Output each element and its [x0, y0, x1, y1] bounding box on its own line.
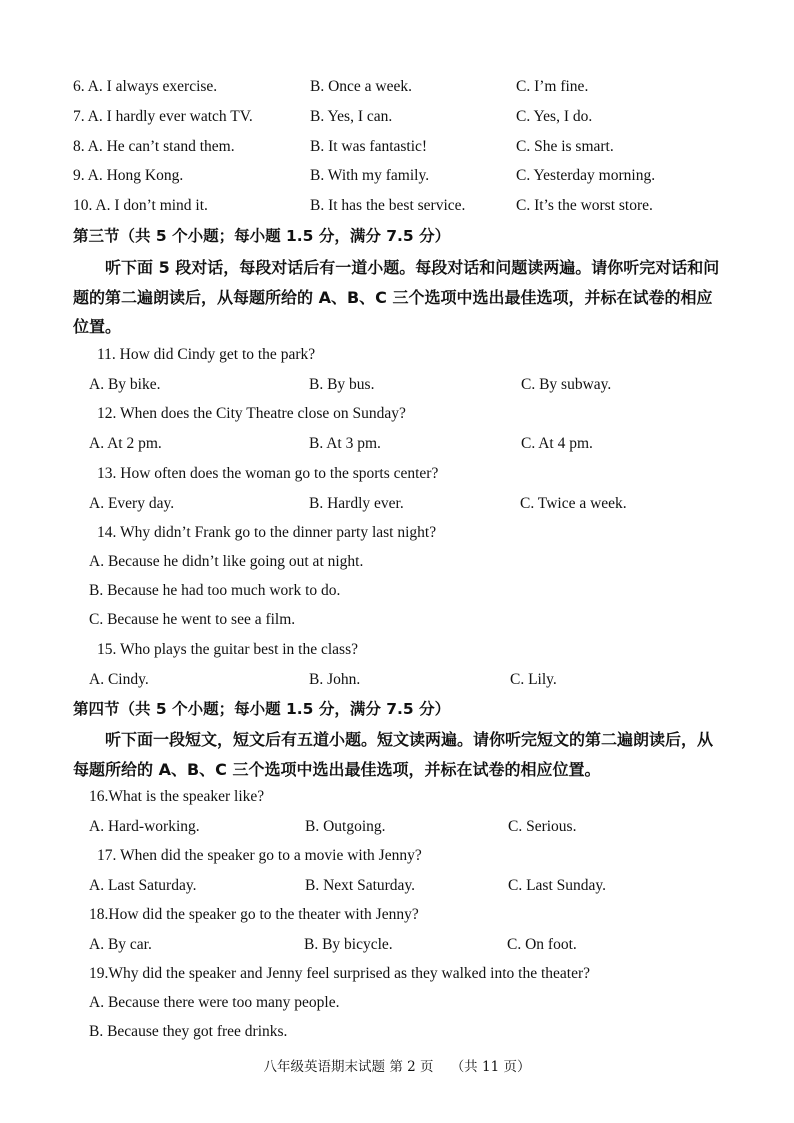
option-b: B. By bus.	[309, 376, 375, 393]
option-14-c: C. Because he went to see a film.	[89, 611, 296, 628]
option-a: 8. A. He can’t stand them.	[73, 138, 235, 155]
option-a: 10. A. I don’t mind it.	[73, 197, 208, 214]
option-c: C. Lily.	[510, 671, 557, 688]
footer-page-number: 第 2 页	[389, 1059, 434, 1075]
option-c: C. It’s the worst store.	[516, 197, 653, 214]
section3-instructions	[73, 253, 723, 342]
question-19: 19.Why did the speaker and Jenny feel surprised as they walked into the theater?	[89, 965, 590, 982]
option-b: B. It was fantastic!	[310, 138, 428, 155]
option-b: B. With my family.	[310, 167, 430, 184]
option-a: A. By car.	[89, 936, 152, 953]
option-a: A. Last Saturday.	[89, 877, 197, 894]
option-b: B. Outgoing.	[305, 818, 386, 835]
option-b: B. Yes, I can.	[310, 108, 393, 125]
section3-instructions-text: 听下面 5 段对话，每段对话后有一道小题。每段对话和问题读两遍。请你听完对话和问题的第二遍朗读后，从每题所给的 A、B、C 三个选项中选出最佳选项，并标在试卷的相应位置。	[73, 258, 720, 336]
footer-total-pages: （共 11 页）	[450, 1059, 531, 1075]
option-a: 9. A. Hong Kong.	[73, 167, 184, 184]
option-a: 7. A. I hardly ever watch TV.	[73, 108, 253, 125]
option-c: C. Serious.	[508, 818, 577, 835]
footer-title: 八年级英语期末试题	[263, 1059, 386, 1075]
option-14-b: B. Because he had too much work to do.	[89, 582, 341, 599]
section4-instructions-text: 听下面一段短文，短文后有五道小题。短文读两遍。请你听完短文的第二遍朗读后，从每题所给的 A、B、C 三个选项中选出最佳选项，并标在试卷的相应位置。	[73, 730, 714, 779]
option-c: C. Yesterday morning.	[516, 167, 656, 184]
option-b: B. It has the best service.	[310, 197, 466, 214]
option-19-b: B. Because they got free drinks.	[89, 1023, 288, 1040]
question-18: 18.How did the speaker go to the theater with Jenny?	[89, 906, 419, 923]
option-c: C. Twice a week.	[520, 495, 627, 512]
question-13: 13. How often does the woman go to the sports center?	[97, 465, 439, 482]
option-b: B. By bicycle.	[304, 936, 393, 953]
option-c: C. Last Sunday.	[508, 877, 607, 894]
question-16: 16.What is the speaker like?	[89, 788, 265, 805]
option-c: C. By subway.	[521, 376, 612, 393]
option-a: 6. A. I always exercise.	[73, 78, 218, 95]
option-a: A. Every day.	[89, 495, 175, 512]
option-b: B. Hardly ever.	[309, 495, 404, 512]
option-c: C. She is smart.	[516, 138, 614, 155]
option-c: C. Yes, I do.	[516, 108, 593, 125]
option-c: C. At 4 pm.	[521, 435, 593, 452]
option-a: A. By bike.	[89, 376, 161, 393]
option-c: C. On foot.	[507, 936, 577, 953]
option-b: B. At 3 pm.	[309, 435, 381, 452]
section4-heading: 第四节（共 5 个小题；每小题 1.5 分，满分 7.5 分）	[73, 700, 451, 718]
question-15: 15. Who plays the guitar best in the class?	[97, 641, 359, 658]
question-12: 12. When does the City Theatre close on Sunday?	[97, 405, 406, 422]
option-b: B. John.	[309, 671, 361, 688]
page-footer	[0, 1055, 794, 1075]
option-b: B. Once a week.	[310, 78, 412, 95]
option-a: A. Cindy.	[89, 671, 149, 688]
section3-heading: 第三节（共 5 个小题；每小题 1.5 分，满分 7.5 分）	[73, 227, 451, 245]
option-a: A. Hard-working.	[89, 818, 200, 835]
question-11: 11. How did Cindy get to the park?	[97, 346, 316, 363]
option-b: B. Next Saturday.	[305, 877, 416, 894]
option-14-a: A. Because he didn’t like going out at night.	[89, 553, 364, 570]
question-14: 14. Why didn’t Frank go to the dinner party last night?	[97, 524, 437, 541]
option-a: A. At 2 pm.	[89, 435, 162, 452]
option-19-a: A. Because there were too many people.	[89, 994, 340, 1011]
section4-instructions	[73, 725, 723, 784]
option-c: C. I’m fine.	[516, 78, 589, 95]
question-17: 17. When did the speaker go to a movie with Jenny?	[97, 847, 422, 864]
